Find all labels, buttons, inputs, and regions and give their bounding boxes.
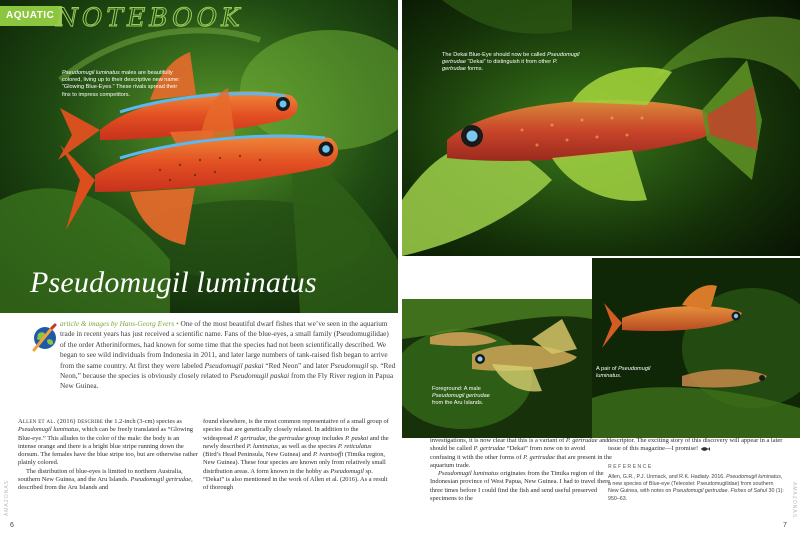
caption-luminatus-males: Pseudomugil luminatus males are beautifully colored, living up to their descriptive new name: “Glowing Blue-Eyes.” These rivals spread their fins to impress competitors.	[62, 70, 180, 98]
reference-heading: REFERENCE	[608, 463, 653, 470]
page-number-right: 7	[783, 522, 787, 529]
byline-bullet: •	[176, 319, 179, 328]
photo-luminatus-pair	[592, 258, 800, 438]
section-tab: AQUATIC	[0, 6, 62, 26]
magazine-tag-right: AMAZONAS	[791, 482, 797, 519]
fish-end-mark-icon	[700, 446, 710, 452]
section-title: NOTEBOOK	[56, 3, 244, 32]
article-title: Pseudomugil luminatus	[30, 266, 317, 299]
magazine-tag-left: AMAZONAS	[4, 480, 10, 517]
body-column-4	[608, 437, 784, 503]
body-column-3: investigations, it is now clear that this is a variant of P. gertrudae and should be called P. gertrudae “Dekai” from now on to avoid confusing it with the other forms of P. gertrudae that are present in the aquarium trade. Pseudomugil luminatus originates from the Timika region of the Indonesian province of West Papua, New Guinea. I had to travel there three times before I could find the fish and send useful preserved specimens to the	[430, 437, 612, 503]
photo-dekai-blue-eye	[402, 0, 800, 256]
article-lead	[60, 319, 396, 392]
photo-aru-male	[402, 299, 592, 438]
caption-pair: A pair of Pseudomugil luminatus.	[596, 366, 651, 380]
reference-text: Allen, G.R., P.J. Unmack, and R.K. Hadiaty. 2016. Pseudomugil luminatus, a new species of Blue-eye (Teleostei: Pseudomugilidae) from southern New Guinea, with notes on Pseudomugil gertrudae. Fishes of Sahul 30 (1): 950–63.	[608, 473, 784, 502]
caption-dekai: The Dekai Blue-Eye should now be called Pseudomugil gertrudae “Dekai” to distinguish it from other P. gertrudae forms.	[442, 52, 580, 73]
body-column-1: Allen et al. (2016) describe the 1.2-inch (3-cm) species as Pseudomugil luminatus, which can be freely translated as “Glowing Blue-eye.” This alludes to the color of the male: the body is an intense orange and there is a bright blue stripe running down the dorsum. The females have the blue stripe too, but are otherwise rather plainly colored. The distribution of blue-eyes is limited to northern Australia, southern New Guinea, and the Aru Islands. Pseudomugil gertrudae, described from the Aru Islands and	[18, 418, 198, 492]
closing-text: descriptor. The exciting story of this discovery will appear in a later issue of this magazine—I promise!	[608, 437, 783, 453]
page-number-left: 6	[10, 522, 14, 529]
body-column-2: found elsewhere, is the most common representative of a small group of species that are genetically closely related. In addition to the widespread P. gertrudae, the gertrudae group includes P. paskai and the newly described P. luminatus, as well as the species P. reticulatus (Bird’s Head Peninsula, New Guinea) and P. ivantsoffi (Timika region, New Guinea). These four species are known only from relatively small distribution areas. A form known in the hobby as Pseudomugil sp. “Dekai” is also mentioned in the work of Allen et al. (2016). As a result of thorough	[203, 418, 389, 492]
notebook-globe-icon	[30, 322, 60, 352]
lead-text: One of the most beautiful dwarf fishes that we’ve seen in the aquarium trade in recent years has just received a scientific name. Fans of the blue-eyes, a small family (Pseudomugilidae) of the order Atheriniformes, had known for some time that the species had not been scientifically described. We began to see wild individuals from Indonesia in 2011, and later large numbers of tank-raised fish began to arrive from the same country. At first they were labeled Pseudomugil paskai “Red Neon” and later Pseudomugil sp. “Red Neon,” because the species is obviously closely related to Pseudomugil paskai from the Fly River region in Papua New Guinea.	[60, 319, 396, 391]
byline: article & images by Hans-Georg Evers	[60, 319, 175, 328]
caption-aru-male: Foreground: A male Pseudomugil gertrudae from the Aru Islands.	[432, 386, 490, 407]
